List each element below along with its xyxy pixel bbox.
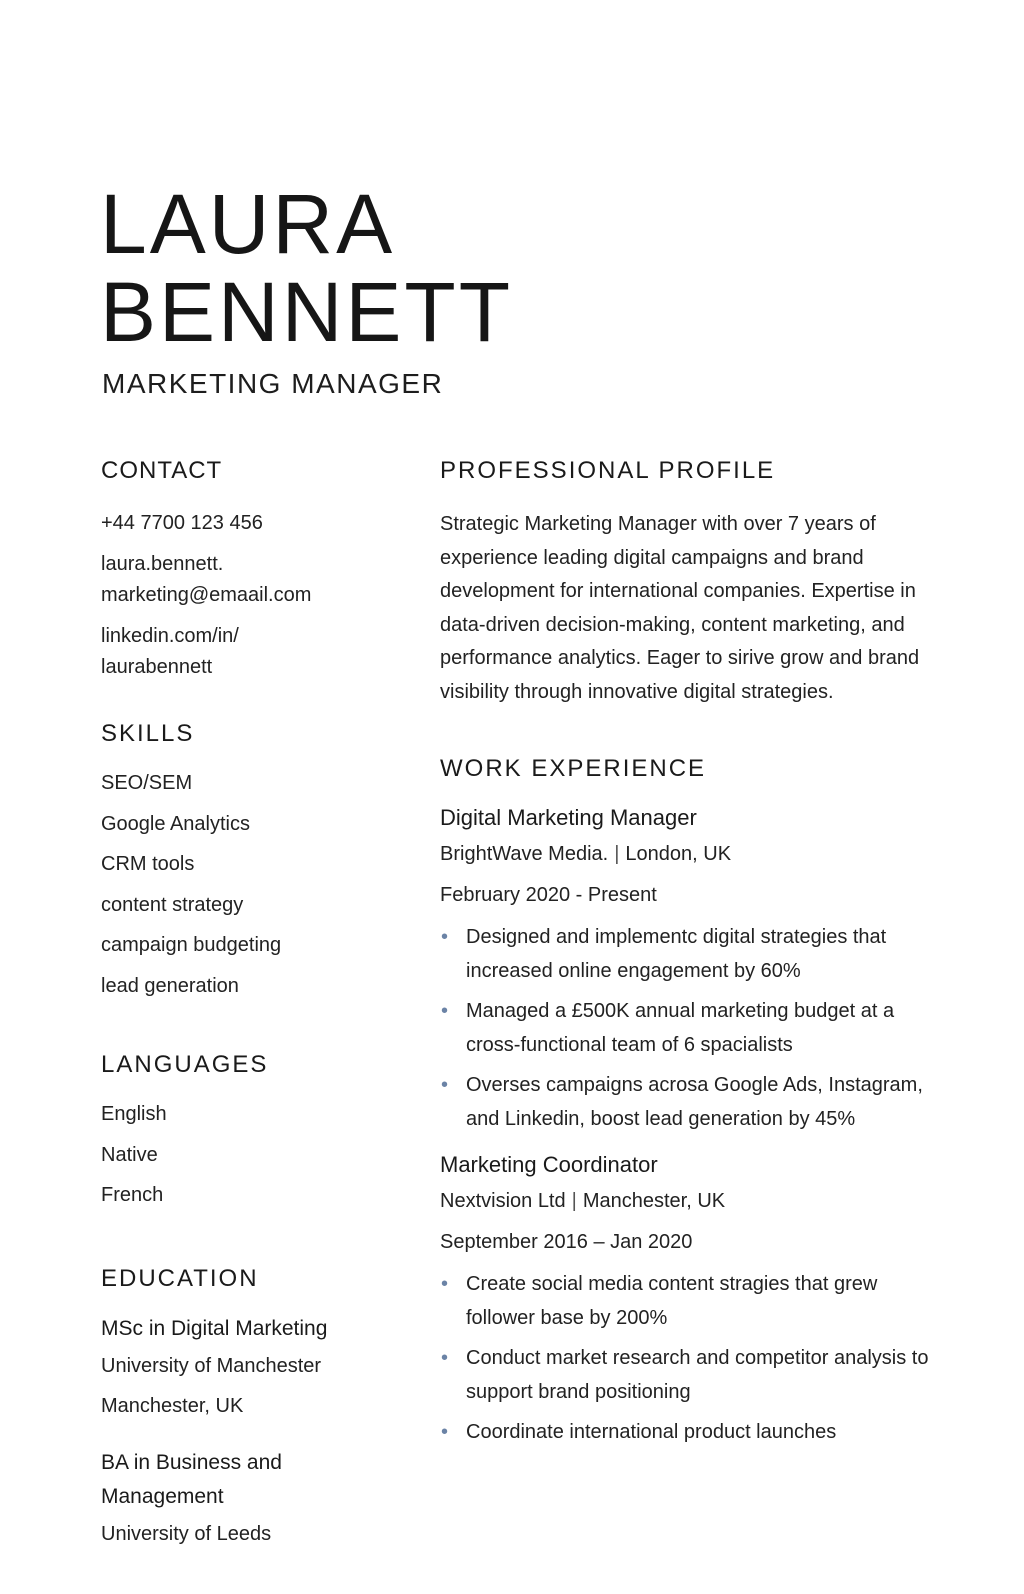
job-company-line <box>440 834 940 874</box>
contact-heading: CONTACT <box>101 457 223 484</box>
education-section <box>101 1264 401 1554</box>
job-bullets <box>440 920 940 1137</box>
first-name: LAURA <box>100 177 396 271</box>
bullet-item <box>440 1415 940 1450</box>
phone: +44 7700 123 456 <box>101 512 263 534</box>
job-entry <box>440 802 940 1137</box>
separator: | <box>571 1189 577 1212</box>
email-line-1: laura.bennett. <box>101 553 224 575</box>
profile-section <box>440 456 940 710</box>
skills-heading: SKILLS <box>101 720 195 747</box>
linkedin-line-1: linkedin.com/in/ <box>101 625 239 647</box>
linkedin-line-2: laurabennett <box>101 656 213 678</box>
linkedin <box>101 621 401 683</box>
language-item: English <box>101 1103 167 1125</box>
job-role: Digital Marketing Manager <box>440 804 697 830</box>
bullet-text: Designed and implementc digital strategies that increased online engagement by 60% <box>466 925 887 983</box>
job-role: Marketing Coordinator <box>440 1151 658 1177</box>
education-school: University of Manchester <box>101 1354 322 1377</box>
languages-section <box>101 1050 401 1216</box>
education-heading: EDUCATION <box>101 1264 259 1292</box>
job-bullets <box>440 1267 940 1450</box>
bullet-icon: • <box>441 1420 449 1443</box>
skill-item: campaign budgeting <box>101 934 282 956</box>
languages-heading: LANGUAGES <box>101 1051 269 1078</box>
job-location: London, UK <box>625 842 732 865</box>
education-degree: Management <box>101 1484 224 1508</box>
email <box>101 549 401 611</box>
profile-heading: PROFESSIONAL PROFILE <box>440 457 776 484</box>
separator: | <box>614 842 620 865</box>
language-item: Native <box>101 1143 158 1166</box>
bullet-text: Overses campaigns acrosa Google Ads, Instagram, and Linkedin, boost lead generation by 45% <box>466 1073 923 1131</box>
bullet-icon: • <box>441 925 449 948</box>
email-line-2: marketing@emaail.com <box>101 584 312 606</box>
bullet-item <box>440 920 940 989</box>
skills-section <box>101 719 401 1006</box>
job-location: Manchester, UK <box>582 1189 726 1212</box>
education-degree: MSc in Digital Marketing <box>101 1316 328 1340</box>
left-column <box>101 456 401 1594</box>
bullet-item <box>440 994 940 1063</box>
job-company: Nextvision Ltd <box>440 1189 566 1212</box>
bullet-text: Create social media content stragies that grew follower base by 200% <box>466 1272 878 1330</box>
language-item: French <box>101 1184 164 1206</box>
candidate-name <box>100 177 514 359</box>
skill-item: lead generation <box>101 974 239 997</box>
skill-item: Google Analytics <box>101 812 250 835</box>
bullet-text: Conduct market research and competitor analysis to support brand positioning <box>466 1346 929 1404</box>
bullet-item <box>440 1068 940 1137</box>
profile-text: Strategic Marketing Manager with over 7 years of experience leading digital campaigns and brand development for international companies. Expertise in data-driven decision-making, content marketing, and performance analytics. Eager to sirive grow and brand visibility through innovative digital strategies. <box>440 513 920 703</box>
bullet-text: Coordinate international product launches <box>466 1420 837 1443</box>
contact-section <box>101 456 401 683</box>
job-dates: September 2016 – Jan 2020 <box>440 1230 693 1253</box>
skill-item: content strategy <box>101 893 244 916</box>
experience-section <box>440 754 940 1450</box>
job-title: MARKETING MANAGER <box>102 368 444 399</box>
education-location: Manchester, UK <box>101 1394 244 1417</box>
right-column <box>440 456 940 1461</box>
bullet-item <box>440 1341 940 1410</box>
bullet-icon: • <box>441 999 449 1022</box>
education-degree: BA in Business and <box>101 1450 282 1474</box>
bullet-icon: • <box>441 1272 449 1295</box>
skill-item: SEO/SEM <box>101 772 193 794</box>
job-company-line <box>440 1181 940 1221</box>
job-entry <box>440 1149 940 1450</box>
job-dates: February 2020 - Present <box>440 883 657 906</box>
experience-heading: WORK EXPERIENCE <box>440 754 707 782</box>
bullet-icon: • <box>441 1073 449 1096</box>
bullet-item <box>440 1267 940 1336</box>
last-name: BENNETT <box>100 265 514 359</box>
bullet-text: Managed a £500K annual marketing budget at a cross-functional team of 6 spacialists <box>466 999 895 1057</box>
bullet-icon: • <box>441 1346 449 1369</box>
education-school: University of Leeds <box>101 1522 272 1545</box>
job-company: BrightWave Media. <box>440 842 609 865</box>
skill-item: CRM tools <box>101 853 195 875</box>
